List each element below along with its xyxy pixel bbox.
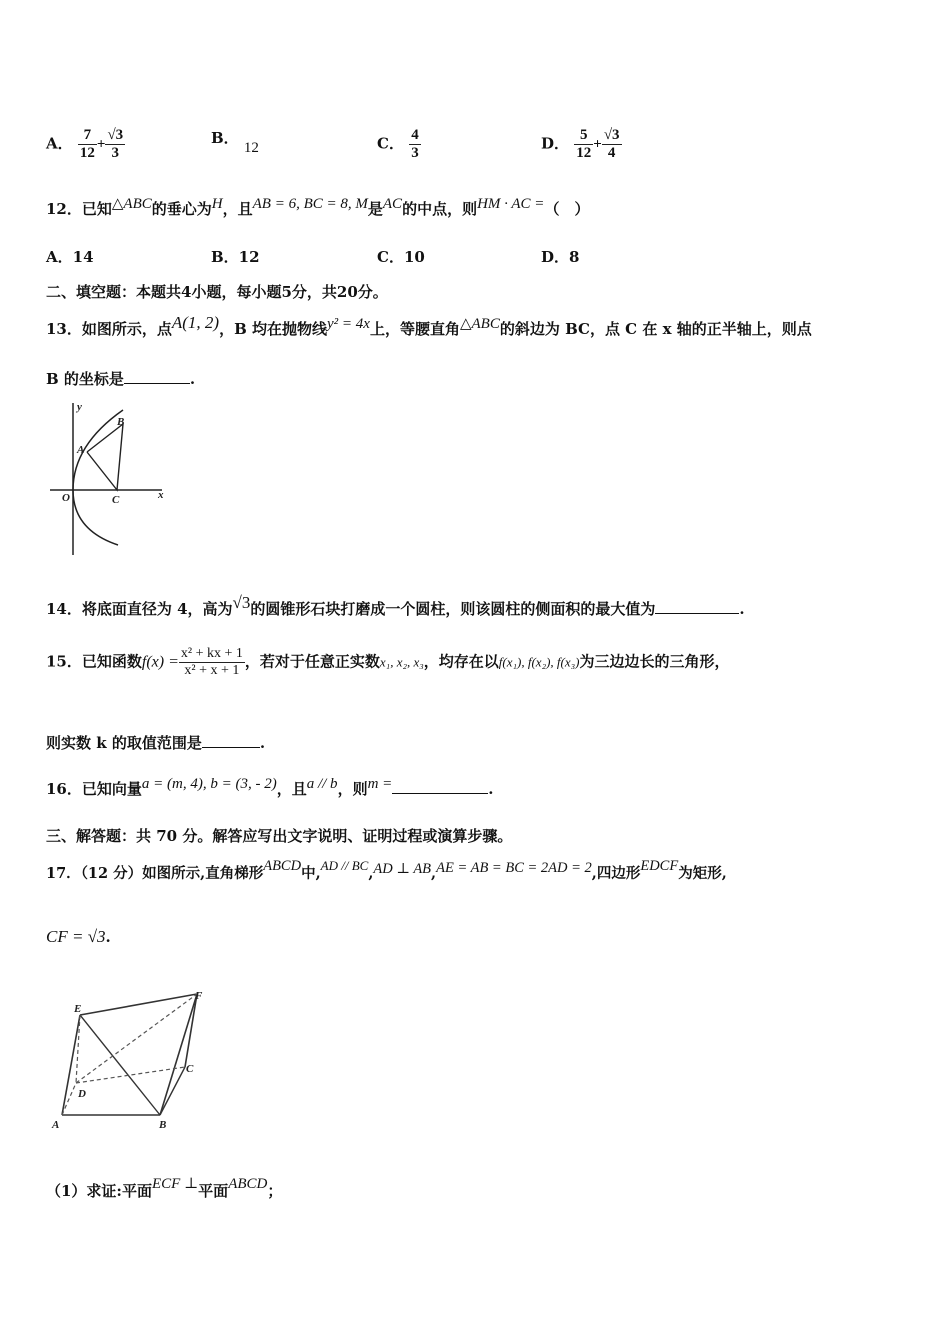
text: 为三边边长的三角形， [579, 652, 730, 671]
math: A(1, 2) [171, 313, 220, 332]
math: f(x) = [141, 653, 179, 671]
fraction [574, 127, 593, 162]
q13-line2 [46, 368, 195, 389]
label-f: F [195, 990, 203, 1002]
edge-eb [80, 1015, 160, 1115]
label-b: B [117, 416, 125, 428]
answer-blank [655, 599, 739, 614]
fraction [602, 127, 622, 162]
numerator: x² + kx + 1 [180, 646, 243, 661]
label-a: A [52, 1119, 60, 1131]
q13-stem [46, 313, 812, 339]
option-letter: D． [541, 134, 570, 153]
math: AE = AB = BC = 2AD = 2 [436, 860, 592, 876]
fraction [409, 127, 421, 162]
math: AB = 6, BC = 8, M [252, 196, 368, 212]
text: 的斜边为 BC，点 C 在 x 轴的正半轴上，则点 [499, 320, 812, 338]
question-number: 14． [46, 600, 82, 618]
plus-sign: + [593, 136, 602, 153]
q12-option-a: A．14 [46, 248, 94, 266]
q15-stem [46, 646, 730, 679]
label-d: D [78, 1088, 86, 1100]
math: EDCF [640, 858, 679, 874]
text: ，且 [222, 200, 253, 218]
text: . [488, 780, 494, 798]
math: √3 [232, 593, 251, 612]
q13-parabola-figure [40, 395, 180, 565]
triangle-abc [87, 424, 123, 490]
q12-option-b: B．12 [211, 248, 260, 266]
question-number: 16． [46, 780, 82, 798]
math: ABCD [263, 858, 302, 874]
math: △ABC [459, 316, 500, 332]
q17-line2 [46, 927, 111, 947]
denominator: x² + x + 1 [184, 663, 240, 678]
fraction [105, 127, 125, 162]
text: 平面 [198, 1182, 229, 1200]
denominator: 3 [411, 145, 419, 161]
math: m = [367, 776, 393, 792]
q11-option-c [377, 127, 421, 162]
math: H [211, 196, 223, 212]
text: 的圆锥形石块打磨成一个圆柱，则该圆柱的侧面积的最大值为 [250, 600, 656, 618]
option-letter: B． [211, 129, 239, 147]
text: 则实数 k 的取值范围是 [46, 734, 202, 752]
label-c: C [186, 1063, 194, 1075]
denominator: 12 [79, 145, 95, 161]
q12-option-d: D．8 [541, 248, 580, 266]
text: B 的坐标是 [46, 370, 124, 388]
denominator: 3 [111, 145, 120, 161]
math: AC [382, 196, 403, 212]
q17-stem [46, 858, 727, 883]
question-number: 13． [46, 320, 82, 338]
text: 如图所示，点 [81, 320, 172, 338]
text: 是 [367, 200, 383, 218]
q15-line2 [46, 732, 265, 753]
text: 已知函数 [81, 652, 142, 671]
text: 已知向量 [81, 780, 142, 798]
math: x₁, x₂, x₃ [379, 654, 424, 670]
denominator: 12 [576, 145, 592, 161]
denominator: 4 [607, 145, 616, 161]
fraction [78, 127, 97, 162]
section-heading: 二、填空题：本题共4小题，每小题5分，共20分。 [46, 283, 388, 301]
text: ，则 [337, 780, 368, 798]
q11-option-d [541, 127, 622, 162]
edge-ef [80, 994, 197, 1015]
math: ECF ⊥ [151, 1176, 199, 1192]
question-number: 12． [46, 200, 82, 218]
q16-stem [46, 778, 494, 799]
text: . [105, 928, 111, 946]
math: a = (m, 4), b = (3, - 2) [141, 776, 277, 792]
text: ，均存在以 [423, 652, 499, 671]
math: y² = 4x [327, 316, 370, 332]
text: 已知 [81, 200, 112, 218]
text: ，B 均在抛物线 [219, 320, 328, 338]
numerator: 7 [78, 127, 97, 145]
math: CF = √3 [46, 927, 106, 946]
q17-part1 [46, 1176, 283, 1201]
label-c: C [112, 494, 120, 506]
edge-fb [160, 994, 197, 1115]
q17-solid-figure [42, 985, 212, 1135]
answer-blank [124, 369, 190, 384]
text: . [739, 600, 745, 618]
answer-blank [202, 733, 260, 748]
option-letter: A． [46, 134, 73, 153]
label-x: x [158, 489, 164, 501]
q12-stem [46, 198, 589, 219]
numerator: 5 [574, 127, 593, 145]
math: △ABC [111, 196, 152, 212]
fraction [179, 646, 245, 679]
text: （12 分）如图所示,直角梯形 [80, 865, 264, 882]
edge-dc [76, 1067, 185, 1083]
math: a // b [306, 776, 338, 792]
label-y: y [77, 401, 82, 413]
answer-blank [392, 779, 488, 794]
q11-option-a [46, 127, 125, 162]
math: f(x₁), f(x₂), f(x₃) [498, 654, 580, 670]
math: ABCD [228, 1176, 268, 1192]
q14-stem [46, 593, 745, 619]
q11-option-b [211, 127, 259, 156]
text: （ ） [544, 200, 590, 218]
text: ，且 [276, 780, 307, 798]
text: . [189, 370, 196, 388]
text: （1）求证:平面 [46, 1182, 152, 1200]
label-o: O [62, 492, 70, 504]
text: 中, [301, 865, 321, 882]
text: ，若对于任意正实数 [244, 652, 380, 671]
edge-df [76, 994, 197, 1083]
question-number: 15． [46, 652, 82, 671]
section-heading: 三、解答题：共 70 分。解答应写出文字说明、证明过程或演算步骤。 [46, 827, 513, 845]
text: , [431, 865, 437, 882]
text: ； [267, 1182, 283, 1200]
text: ,四边形 [591, 865, 641, 882]
text: 为矩形, [678, 865, 727, 882]
numerator: √3 [107, 127, 124, 143]
math: AD // BC [320, 858, 369, 873]
edge-fc [185, 994, 197, 1067]
math: HM · AC = [477, 196, 545, 212]
text: 上，等腰直角 [369, 320, 460, 338]
label-a: A [77, 444, 85, 456]
question-number: 17． [46, 865, 81, 882]
numerator: √3 [603, 127, 620, 143]
text: , [368, 865, 374, 882]
text: 的中点，则 [402, 200, 478, 218]
numerator: 4 [411, 127, 419, 143]
math: AD ⊥ AB [373, 861, 432, 877]
label-e: E [74, 1003, 82, 1015]
text: . [259, 734, 266, 752]
q12-option-c: C．10 [377, 248, 425, 266]
option-letter: C． [377, 134, 404, 153]
plus-sign: + [96, 136, 106, 153]
label-b: B [159, 1119, 167, 1131]
text: 将底面直径为 4，高为 [81, 600, 233, 618]
option-value: 12 [243, 140, 259, 156]
text: 的垂心为 [151, 200, 212, 218]
